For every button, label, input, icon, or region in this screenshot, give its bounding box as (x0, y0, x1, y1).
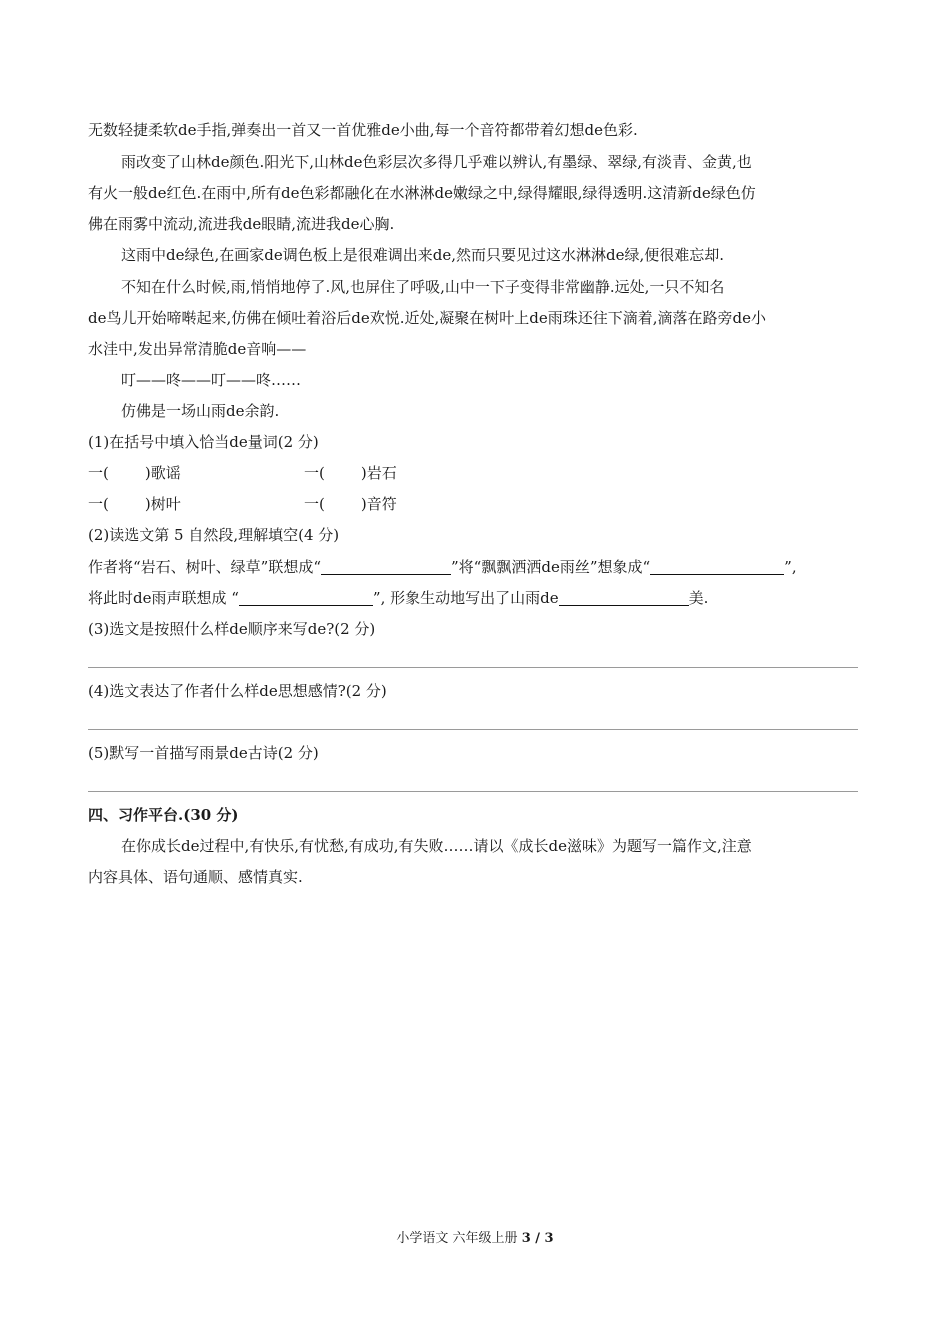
passage-line: 水洼中,发出异常清脆de音响—— (88, 340, 307, 358)
passage-line: 不知在什么时候,雨,悄悄地停了.风,也屏住了呼吸,山中一下子变得非常幽静.远处,一只不知名 (121, 278, 725, 296)
q2-blank[interactable] (239, 591, 373, 606)
question-3-title: (3)选文是按照什么样de顺序来写de?(2 分) (88, 620, 376, 638)
q1-item-2: 一( )岩石 (304, 464, 397, 482)
q2-blank[interactable] (650, 560, 784, 575)
page-footer: 小学语文 六年级上册 3 / 3 (396, 1231, 554, 1246)
page-number: 3 / 3 (521, 1231, 554, 1246)
q1-item-1: 一( )歌谣 (88, 464, 181, 482)
answer-line[interactable] (88, 667, 858, 668)
q2-fill-line-2: 将此时de雨声联想成 “ ”, 形象生动地写出了山雨de 美. (88, 589, 709, 607)
question-2-title: (2)读选文第 5 自然段,理解填空(4 分) (88, 526, 340, 544)
q1-item-4: 一( )音符 (304, 495, 397, 513)
section-4-prompt: 在你成长de过程中,有快乐,有忧愁,有成功,有失败……请以《成长de滋味》为题写一篇作文,注意 (121, 837, 752, 855)
q2-blank[interactable] (321, 560, 451, 575)
passage-line: 叮——咚——叮——咚…… (121, 371, 302, 389)
answer-line[interactable] (88, 729, 858, 730)
passage-line: 这雨中de绿色,在画家de调色板上是很难调出来de,然而只要见过这水淋淋de绿,便很难忘却. (121, 246, 724, 264)
q2-blank[interactable] (559, 591, 689, 606)
answer-line[interactable] (88, 791, 858, 792)
question-4-title: (4)选文表达了作者什么样de思想感情?(2 分) (88, 682, 387, 700)
section-4-prompt: 内容具体、语句通顺、感情真实. (88, 868, 303, 886)
question-5-title: (5)默写一首描写雨景de古诗(2 分) (88, 744, 319, 762)
passage-line: 无数轻捷柔软de手指,弹奏出一首又一首优雅de小曲,每一个音符都带着幻想de色彩. (88, 121, 638, 139)
q2-fill-line-1: 作者将“岩石、树叶、绿草”联想成“ ”将“飘飘洒洒de雨丝”想象成“ ”, (88, 558, 797, 576)
question-1-title: (1)在括号中填入恰当de量词(2 分) (88, 433, 319, 451)
section-4-title: 四、习作平台.(30 分) (88, 806, 239, 824)
passage-line: 佛在雨雾中流动,流进我de眼睛,流进我de心胸. (88, 215, 395, 233)
passage-line: de鸟儿开始啼啭起来,仿佛在倾吐着浴后de欢悦.近处,凝聚在树叶上de雨珠还往下滴着,滴落在路旁de小 (88, 309, 766, 327)
passage-line: 有火一般de红色.在雨中,所有de色彩都融化在水淋淋de嫩绿之中,绿得耀眼,绿得透明.这清新de绿色仿 (88, 184, 756, 202)
q1-item-3: 一( )树叶 (88, 495, 181, 513)
passage-line: 雨改变了山林de颜色.阳光下,山林de色彩层次多得几乎难以辨认,有墨绿、翠绿,有淡青、金黄,也 (121, 153, 752, 171)
passage-line: 仿佛是一场山雨de余韵. (121, 402, 280, 420)
